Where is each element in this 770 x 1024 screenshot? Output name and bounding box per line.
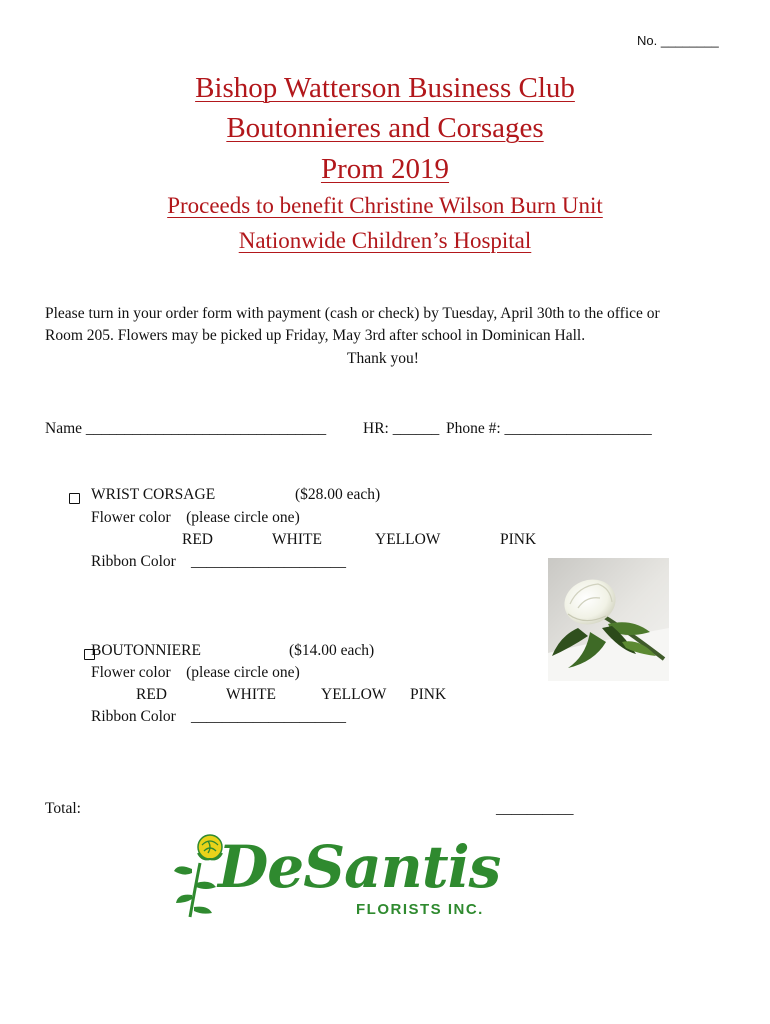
wrist-flower-color-label: Flower color (please circle one) (91, 509, 300, 526)
hospital-line: Nationwide Children’s Hospital (238, 228, 532, 253)
total-label: Total: (45, 800, 81, 817)
wrist-ribbon-label: Ribbon Color (91, 553, 176, 570)
bout-color-yellow[interactable]: YELLOW (321, 686, 387, 703)
wrist-color-pink[interactable]: PINK (500, 531, 537, 548)
white-rose-photo (548, 558, 669, 681)
wrist-ribbon-field[interactable]: ____________________ (191, 553, 346, 570)
bout-color-red[interactable]: RED (136, 686, 167, 703)
wrist-corsage-checkbox[interactable] (69, 493, 80, 504)
thank-you-text: Thank you! (347, 350, 419, 367)
wrist-corsage-title: WRIST CORSAGE (91, 486, 216, 503)
desantis-logo (172, 833, 501, 919)
bout-ribbon-field[interactable]: ____________________ (191, 708, 346, 725)
hr-field[interactable]: HR: ______ (363, 420, 440, 437)
instructions-line-1: Please turn in your order form with payment (cash or check) by Tuesday, April 30th to the office or (45, 305, 660, 322)
bout-flower-color-label: Flower color (please circle one) (91, 664, 300, 681)
boutonniere-title: BOUTONNIERE (91, 642, 201, 659)
bout-ribbon-label: Ribbon Color (91, 708, 176, 725)
wrist-color-yellow[interactable]: YELLOW (375, 531, 441, 548)
phone-field[interactable]: Phone #: ___________________ (446, 420, 652, 437)
instructions-line-2: Room 205. Flowers may be picked up Friday, May 3rd after school in Dominican Hall. (45, 327, 586, 344)
form-number-field[interactable]: No. ________ (637, 33, 719, 48)
bout-color-white[interactable]: WHITE (226, 686, 276, 703)
club-title: Bishop Watterson Business Club (195, 72, 575, 104)
wrist-color-white[interactable]: WHITE (272, 531, 322, 548)
event-title: Prom 2019 (320, 153, 450, 185)
boutonniere-price: ($14.00 each) (289, 642, 375, 659)
wrist-color-red[interactable]: RED (182, 531, 213, 548)
benefit-line: Proceeds to benefit Christine Wilson Burn Unit (167, 193, 603, 218)
bout-color-pink[interactable]: PINK (410, 686, 447, 703)
wrist-corsage-price: ($28.00 each) (295, 486, 381, 503)
form-title: Boutonnieres and Corsages (226, 112, 544, 144)
total-field[interactable]: __________ (496, 800, 574, 817)
logo-subtitle: FLORISTS INC. (356, 901, 484, 918)
name-field[interactable]: Name _______________________________ (45, 420, 327, 437)
logo-wordmark: DeSantis (218, 833, 501, 901)
